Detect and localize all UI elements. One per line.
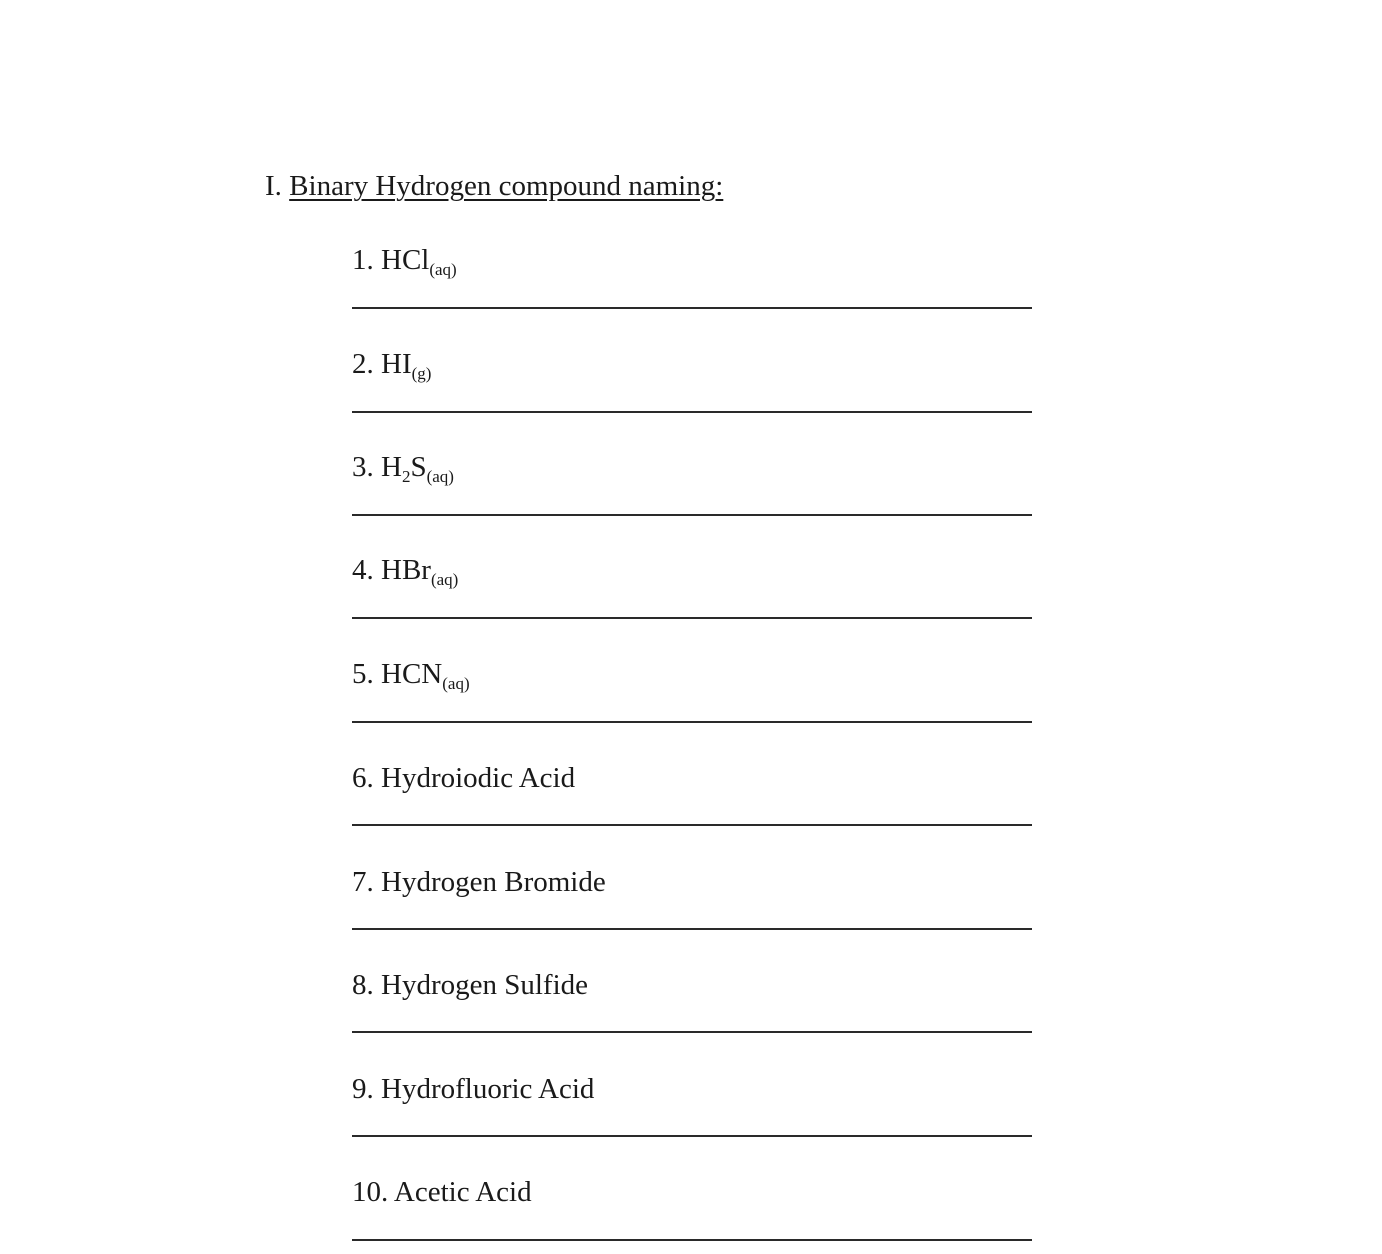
question-2-label [352, 347, 1032, 381]
answer-line[interactable] [352, 1135, 1032, 1137]
state-subscript: (aq) [429, 259, 457, 279]
question-3-label [352, 450, 1032, 484]
question-number: 10. [352, 1176, 389, 1208]
chemical-formula-part-b: S [410, 451, 427, 483]
state-subscript: (aq) [442, 673, 470, 693]
state-subscript: (g) [411, 363, 432, 383]
question-3 [352, 450, 1032, 484]
compound-name: Hydrogen Bromide [381, 866, 606, 898]
answer-line[interactable] [352, 514, 1032, 516]
section-numeral: I. [265, 170, 282, 202]
question-10 [352, 1175, 1032, 1209]
compound-name: Hydrofluoric Acid [381, 1073, 595, 1105]
question-number: 5. [352, 658, 374, 690]
answer-line[interactable] [352, 928, 1032, 930]
compound-name: Acetic Acid [393, 1176, 532, 1208]
question-number: 4. [352, 554, 374, 586]
atom-count-subscript: 2 [401, 466, 411, 486]
answer-line[interactable] [352, 617, 1032, 619]
compound-name: Hydrogen Sulfide [381, 969, 588, 1001]
answer-line[interactable] [352, 1239, 1032, 1241]
answer-line[interactable] [352, 721, 1032, 723]
question-7 [352, 865, 1032, 899]
section-title: Binary Hydrogen compound naming: [289, 170, 724, 202]
question-number: 7. [352, 866, 374, 898]
chemical-formula: HI [381, 348, 412, 380]
question-5-label [352, 657, 1032, 691]
answer-line[interactable] [352, 824, 1032, 826]
question-number: 9. [352, 1073, 374, 1105]
chemical-formula-part-a: H [381, 451, 402, 483]
question-10-label [352, 1175, 1032, 1209]
question-number: 1. [352, 244, 374, 276]
question-7-label [352, 865, 1032, 899]
chemical-formula: HCN [381, 658, 443, 690]
question-number: 8. [352, 969, 374, 1001]
question-6-label [352, 761, 1032, 795]
state-subscript: (aq) [426, 466, 454, 486]
question-8 [352, 968, 1032, 1002]
chemical-formula: HBr [381, 554, 431, 586]
question-1 [352, 243, 1032, 277]
question-6 [352, 761, 1032, 795]
question-8-label [352, 968, 1032, 1002]
question-9 [352, 1072, 1032, 1106]
answer-line[interactable] [352, 307, 1032, 309]
question-number: 2. [352, 348, 374, 380]
section-heading [265, 170, 723, 203]
question-2 [352, 347, 1032, 381]
compound-name: Hydroiodic Acid [381, 762, 576, 794]
chemical-formula: HCl [381, 244, 430, 276]
answer-line[interactable] [352, 411, 1032, 413]
question-9-label [352, 1072, 1032, 1106]
answer-line[interactable] [352, 1031, 1032, 1033]
question-number: 6. [352, 762, 374, 794]
question-1-label [352, 243, 1032, 277]
question-4 [352, 553, 1032, 587]
state-subscript: (aq) [430, 569, 459, 589]
question-4-label [352, 553, 1032, 587]
question-5 [352, 657, 1032, 691]
question-number: 3. [352, 451, 374, 483]
